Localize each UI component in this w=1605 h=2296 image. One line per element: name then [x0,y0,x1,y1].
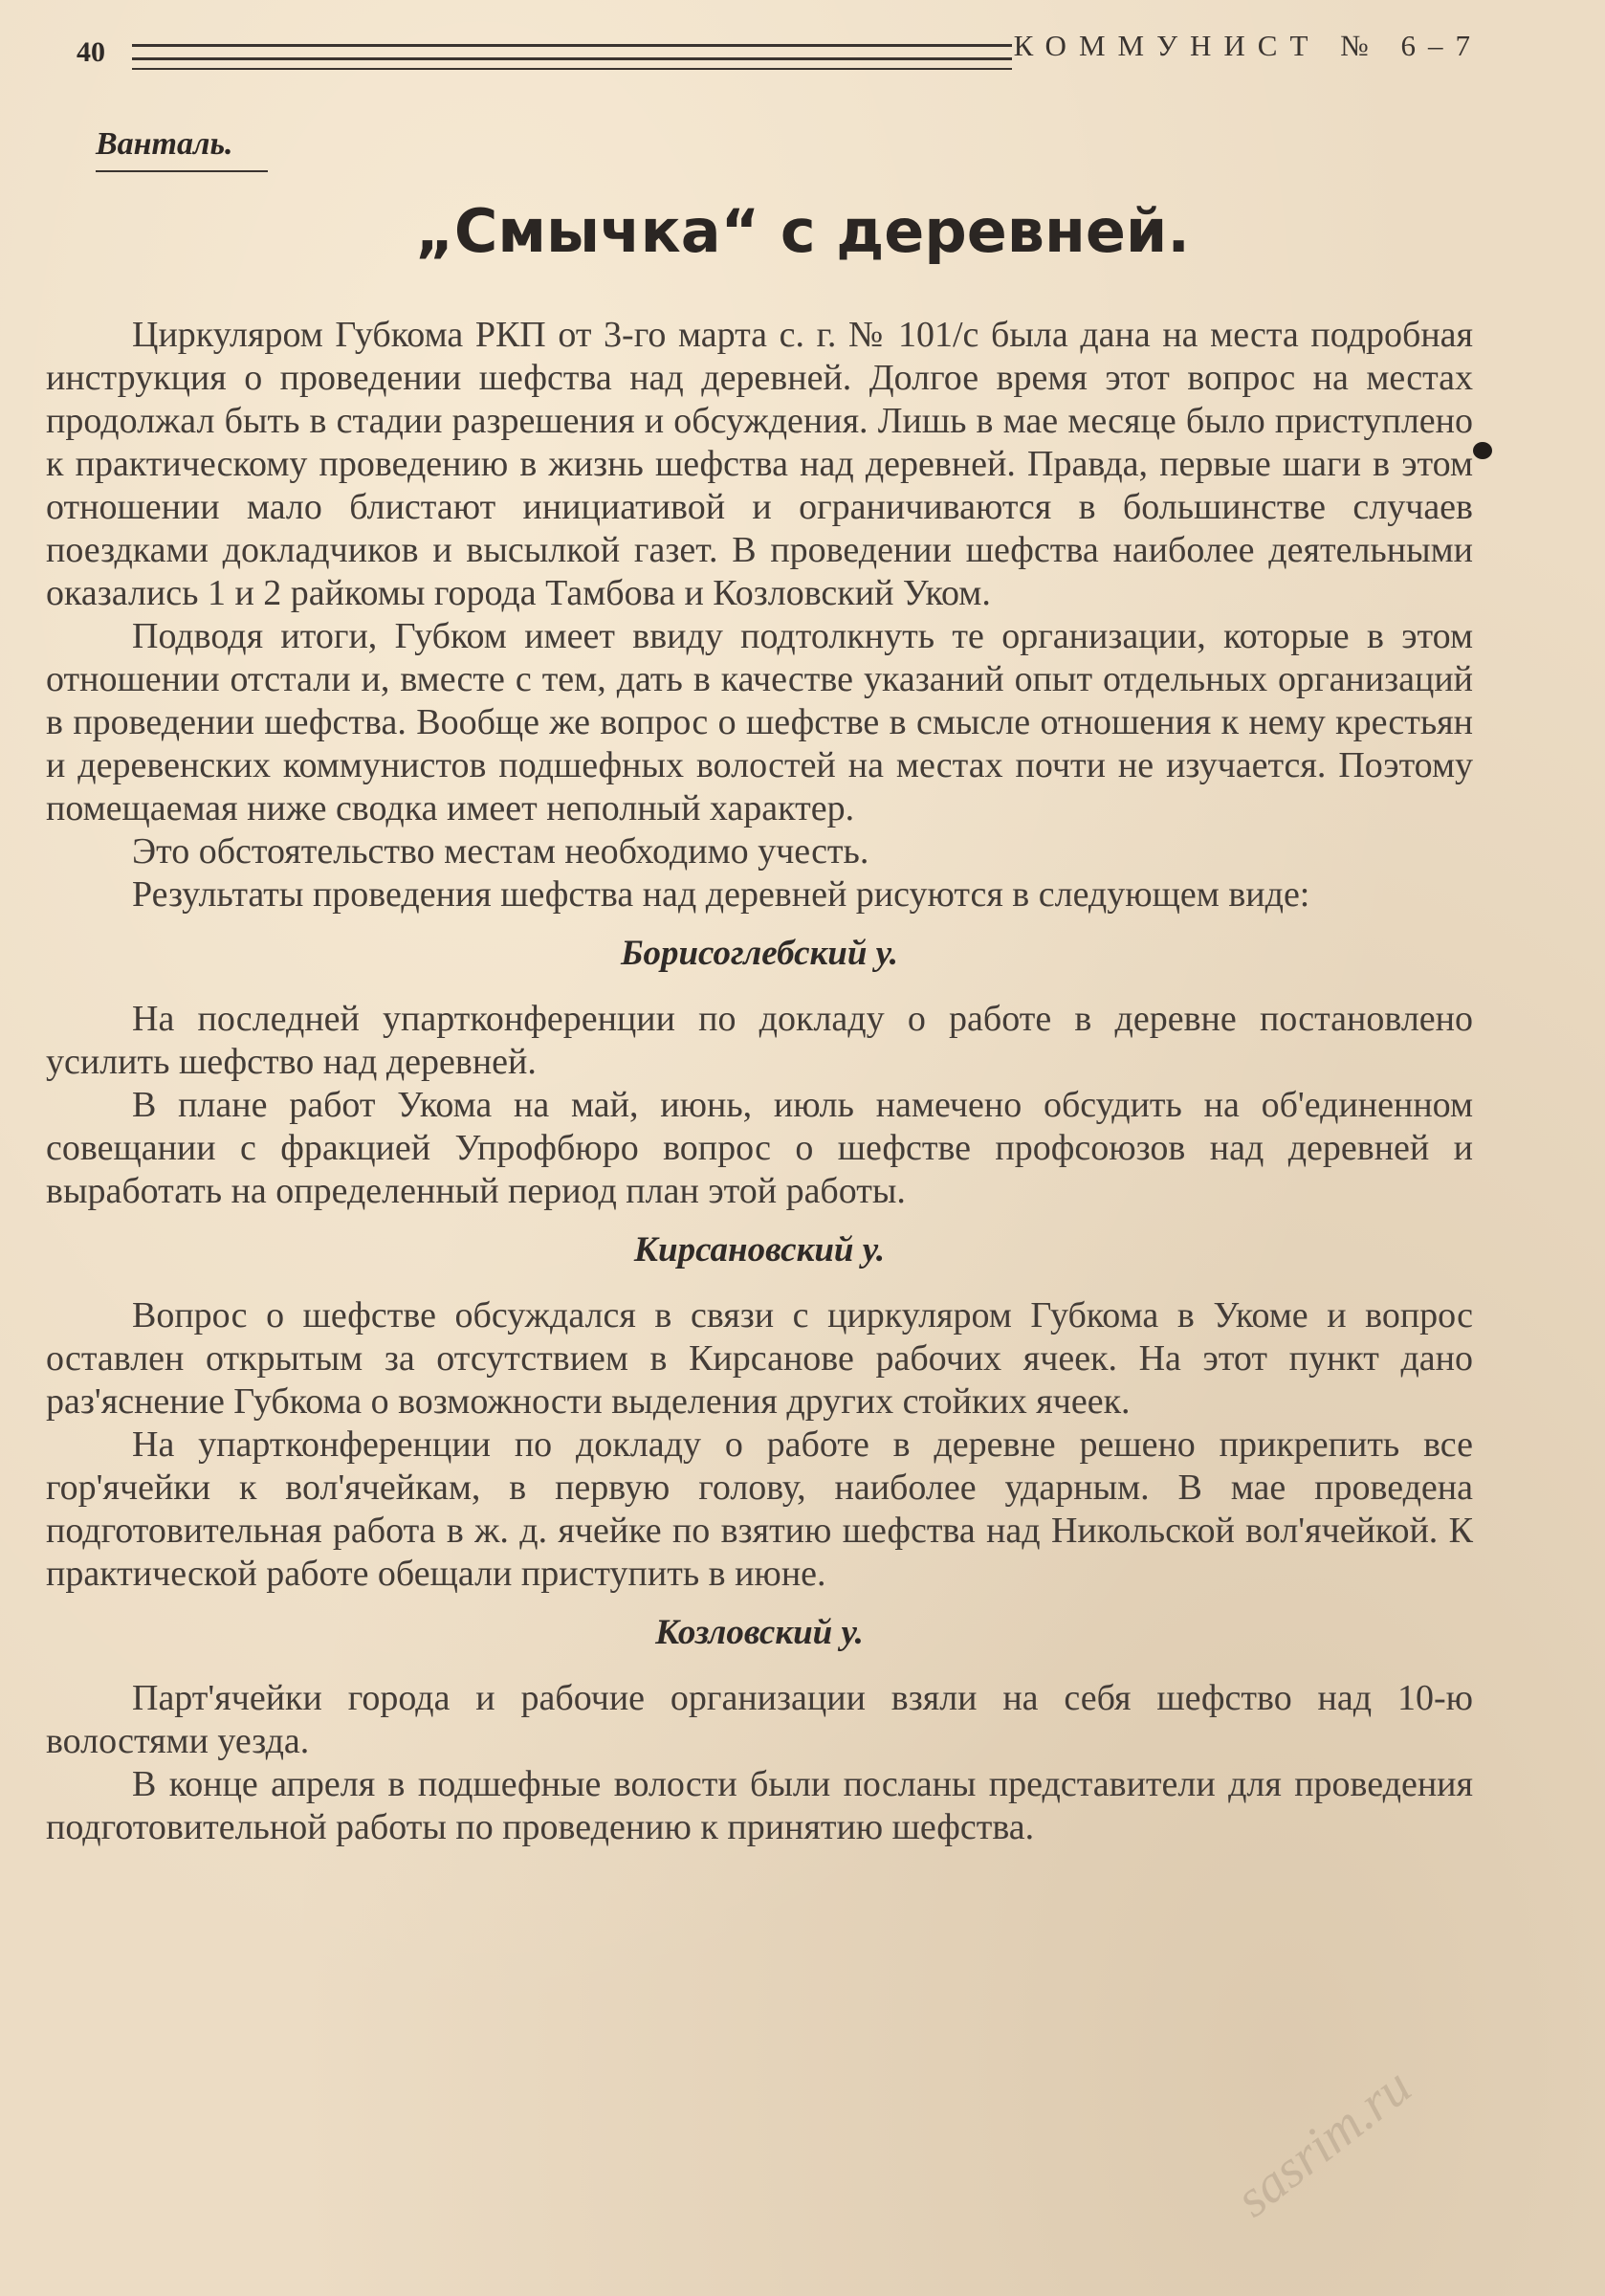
page-number: 40 [77,36,105,68]
paragraph: Парт'ячейки города и рабочие организации взяли на себя шефство над 10-ю волостями уезда. [46,1678,1473,1761]
article-author: Ванталь. [96,126,268,172]
article-body [46,314,1473,1849]
article-title: „Смычка“ с деревней. [415,196,1190,266]
watermark: sasrim.ru [1224,2056,1422,2229]
paragraph: Результаты проведения шефства над деревней рисуются в следующем виде: [132,874,1310,915]
paragraph: Подводя итоги, Губком имеет ввиду подтолкнуть те организации, которые в этом отношении отстали и, вместе с тем, дать в качестве указаний опыт отдельных организаций в проведении шефства. Вообще же вопрос о шефстве в смысле отношения к нему крестьян и деревенских коммунистов подшефных волостей на местах почти не изучается. Поэтому помещаемая ниже сводка имеет неполный характер. [46,616,1473,828]
paragraph: На последней упартконференции по докладу о работе в деревне постановлено усилить шефство над деревней. [46,999,1473,1082]
header-rule [132,57,1012,60]
page-header [77,29,1483,77]
header-rule [132,68,1012,70]
paragraph: На упартконференции по докладу о работе в деревне решено прикрепить все гор'ячейки к вол'ячейкам, в первую голову, наиболее ударным. В мае проведена подготовительная работа в ж. д. ячейке по взятию шефства над Никольской вол'ячейкой. К практической работе обещали приступить в июне. [46,1424,1473,1594]
paragraph: В плане работ Укома на май, июнь, июль намечено обсудить на об'единенном совещании с фракцией Упрофбюро вопрос о шефстве профсоюзов над деревней и выработать на определенный период план этой работы. [46,1085,1473,1211]
paragraph: Это обстоятельство местам необходимо учесть. [132,831,869,872]
section-heading-borisoglebsk: Борисоглебский у. [620,934,899,973]
journal-title: КОММУНИСТ № 6–7 [1013,29,1483,62]
ink-blot [1473,442,1492,459]
section-heading-kozlov: Козловский у. [655,1613,864,1652]
paragraph: Циркуляром Губкома РКП от 3-го марта с. г. № 101/с была дана на места подробная инструкция о проведении шефства над деревней. Долгое время этот вопрос на местах продолжал быть в стадии разрешения и обсуждения. Лишь в мае месяце было приступлено к практическому проведению в жизнь шефства над деревней. Правда, первые шаги в этом отношении мало блистают инициативой и ограничиваются в большинстве случаев поездками докладчиков и высылкой газет. В проведении шефства наиболее деятельными оказались 1 и 2 райкомы города Тамбова и Козловский Уком. [46,315,1473,613]
section-heading-kirsanov: Кирсановский у. [633,1230,886,1269]
header-rule [132,44,1012,47]
paragraph: Вопрос о шефстве обсуждался в связи с циркуляром Губкома в Укоме и вопрос оставлен открытым за отсутствием в Кирсанове рабочих ячеек. На этот пункт дано раз'яснение Губкома о возможности выделения других стойких ячеек. [46,1295,1473,1422]
paragraph: В конце апреля в подшефные волости были посланы представители для проведения подготовительной работы по проведению к принятию шефства. [46,1764,1473,1847]
